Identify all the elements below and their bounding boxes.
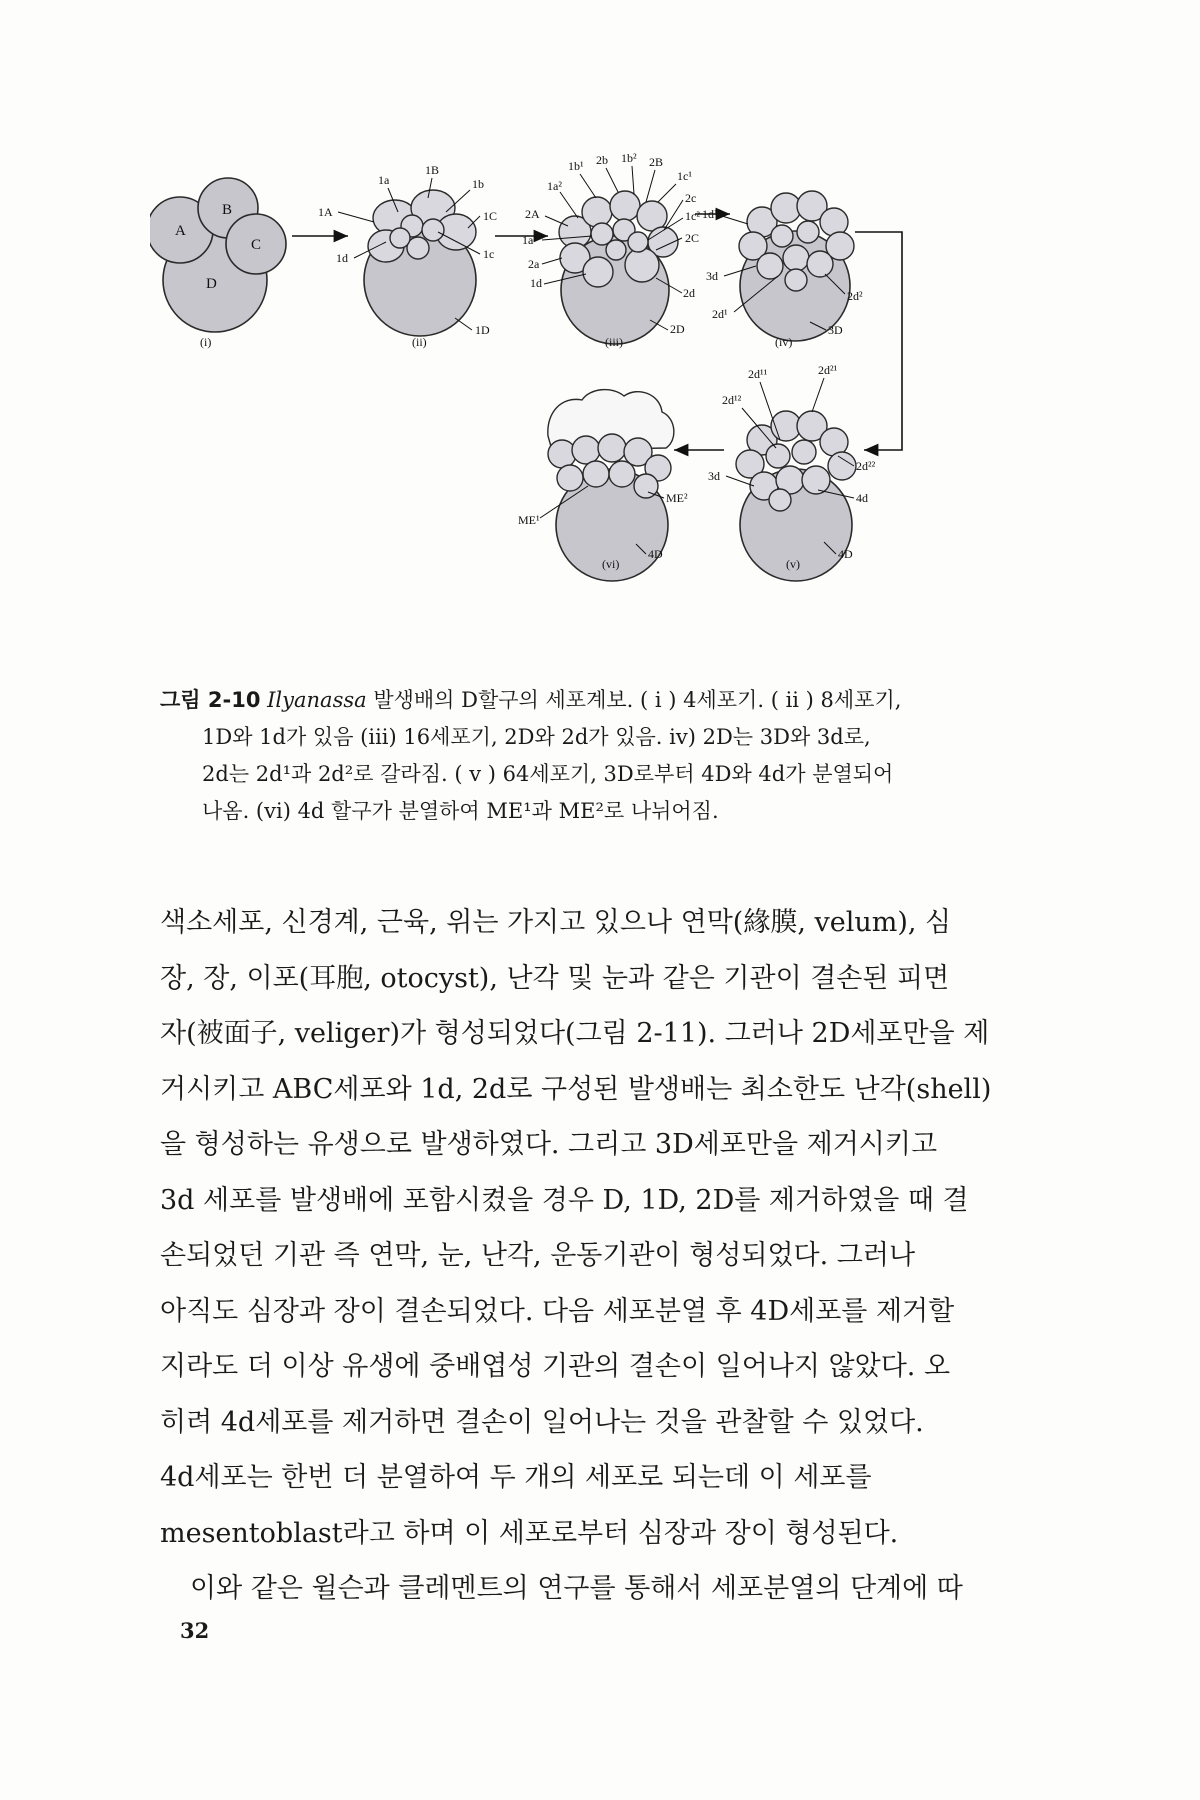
arrow-iv-v [855, 232, 902, 450]
blastomere [802, 466, 830, 494]
cell-label: 1a [378, 173, 390, 187]
cell-label: 3d [708, 469, 720, 483]
label-pointer [542, 258, 562, 264]
caption-line-2: 1D와 1d가 있음 (iii) 16세포기, 2D와 2d가 있음. iv) 2D는 3D와 3d로, [202, 725, 871, 749]
label-pointer [722, 216, 748, 224]
blastomere [757, 253, 783, 279]
body-paragraphs [160, 895, 1030, 1617]
cell-label: 1A [318, 205, 333, 219]
blastomere [390, 228, 410, 248]
blastomere [628, 232, 648, 252]
cell-label: 1c² [685, 209, 700, 223]
caption-line-3: 2d는 2d¹과 2d²로 갈라짐. ( v ) 64세포기, 3D로부터 4D와 4d가 분열되어 [202, 762, 894, 786]
cell-label: 4D [838, 547, 853, 561]
cell-label: 4d [856, 491, 868, 505]
body-line: 자(被面子, veliger)가 형성되었다(그림 2-11). 그러나 2D세포만을 제 [160, 1018, 990, 1049]
blastomere [572, 436, 600, 464]
blastomere [422, 219, 444, 241]
cell-d-label: D [206, 276, 217, 292]
stage-ii-embryo [318, 163, 497, 349]
cell-label: 2d [683, 286, 695, 300]
cell-label: 2d²¹ [818, 363, 838, 377]
cell-label: 2d¹ [712, 307, 728, 321]
body-line: 거시키고 ABC세포와 1d, 2d로 구성된 발생배는 최소한도 난각(shell) [160, 1073, 992, 1105]
label-pointer [658, 184, 676, 202]
stage-iii-embryo [522, 151, 700, 349]
cell-b-label: B [222, 202, 233, 218]
blastomere [807, 251, 833, 277]
cell-label: 1b¹ [568, 159, 584, 173]
blastomere [582, 197, 612, 227]
body-line: 히려 4d세포를 제거하면 결손이 일어나는 것을 관찰할 수 있었다. [160, 1406, 924, 1438]
blastomere [606, 240, 626, 260]
stage-vi-embryo [518, 390, 688, 581]
cell-label: 1B [425, 163, 440, 177]
cell-lineage-figure [150, 150, 1080, 670]
caption-line-1 [160, 682, 1030, 719]
stage-v-embryo [708, 363, 876, 581]
cell-label: 2C [685, 231, 700, 245]
cell-label: 2a [528, 257, 540, 271]
body-line: 을 형성하는 유생으로 발생하였다. 그리고 3D세포만을 제거시키고 [160, 1129, 938, 1160]
cell-label: 3D [828, 323, 843, 337]
body-line: 아직도 심장과 장이 결손되었다. 다음 세포분열 후 4D세포를 제거할 [160, 1295, 955, 1327]
cell-label: 2d¹¹ [748, 367, 768, 381]
body-line: 장, 장, 이포(耳胞, otocyst), 난각 및 눈과 같은 기관이 결손된 피면 [160, 962, 950, 994]
label-pointer [646, 170, 655, 202]
cell-label: 1b² [621, 151, 637, 165]
page-number: 32 [180, 1618, 210, 1643]
blastomere [583, 257, 613, 287]
blastomere [828, 452, 856, 480]
label-pointer [560, 192, 578, 218]
blastomere [771, 225, 793, 247]
cell-label: 1d [336, 251, 348, 265]
cell-label: 1C [483, 209, 498, 223]
cell-label: 2B [649, 155, 664, 169]
cell-label: 1c [483, 247, 495, 261]
blastomere [769, 489, 791, 511]
cell-label: 2d¹² [722, 393, 742, 407]
stage-label-iv: (iv) [775, 335, 793, 349]
cell-label: 2A [525, 207, 540, 221]
caption-label: 그림 2-10 [160, 688, 261, 712]
blastomere [792, 440, 816, 464]
figure-caption [160, 682, 1030, 830]
body-line: 지라도 더 이상 유생에 중배엽성 기관의 결손이 일어나지 않았다. 오 [160, 1351, 951, 1382]
blastomere [783, 245, 809, 271]
cell-label: 1a² [547, 179, 562, 193]
cell-label: 2c [685, 191, 697, 205]
cell-label: 2D [670, 322, 685, 336]
blastomere [609, 461, 635, 487]
cell-label: 1a¹ [522, 233, 537, 247]
blastomere [610, 191, 640, 221]
caption-line-1-text: 발생배의 D할구의 세포계보. ( i ) 4세포기. ( ii ) 8세포기, [366, 688, 902, 712]
blastomere [785, 269, 807, 291]
embryo-diagram [150, 150, 1080, 670]
body-line: mesentoblast라고 하며 이 세포로부터 심장과 장이 형성된다. [160, 1517, 899, 1549]
cell-label: ME² [666, 491, 688, 505]
cell-label: 1d [530, 276, 542, 290]
cell-a-label: A [175, 223, 186, 239]
cell-label: 1c¹ [677, 169, 692, 183]
body-line: 이와 같은 윌슨과 클레멘트의 연구를 통해서 세포분열의 단계에 따 [190, 1573, 963, 1604]
label-pointer [455, 318, 472, 330]
cell-label: ME¹ [518, 513, 540, 527]
label-pointer [632, 166, 634, 194]
blastomere [598, 434, 626, 462]
stage-label-vi: (vi) [602, 557, 620, 571]
stage-label-iii: (iii) [605, 335, 623, 349]
blastomere [797, 221, 819, 243]
blastomere [548, 440, 576, 468]
caption-species: Ilyanassa [267, 688, 367, 712]
cell-label: 1b [472, 177, 484, 191]
cell-c-label: C [251, 237, 262, 253]
cell-label: 1d¹ [702, 207, 718, 221]
cell-label: 2d²² [856, 459, 876, 473]
cell-label: 2b [596, 153, 608, 167]
stage-i-embryo [150, 178, 286, 349]
body-line: 4d세포는 한번 더 분열하여 두 개의 세포로 되는데 이 세포를 [160, 1462, 872, 1493]
cell-label: 3d [706, 269, 718, 283]
blastomere [557, 465, 583, 491]
body-line: 손되었던 기관 즉 연막, 눈, 난각, 운동기관이 형성되었다. 그러나 [160, 1240, 916, 1271]
body-line: 3d 세포를 발생배에 포함시켰을 경우 D, 1D, 2D를 제거하였을 때 결 [160, 1184, 969, 1216]
label-pointer [338, 212, 374, 222]
blastomere [766, 444, 790, 468]
stage-label-v: (v) [786, 557, 800, 571]
blastomere [625, 248, 659, 282]
body-line: 색소세포, 신경계, 근육, 위는 가지고 있으나 연막(緣膜, velum), 심 [160, 907, 952, 938]
label-pointer [580, 174, 596, 198]
cell-label: 1D [475, 323, 490, 337]
stage-label-ii: (ii) [412, 335, 427, 349]
cell-label: 2d² [847, 289, 863, 303]
caption-line-4: 나옴. (vi) 4d 할구가 분열하여 ME¹과 ME²로 나뉘어짐. [202, 799, 719, 823]
stage-label-i: (i) [200, 335, 212, 349]
label-pointer [812, 378, 824, 412]
cell-label: 4D [648, 547, 663, 561]
blastomere [583, 461, 609, 487]
label-pointer [606, 168, 618, 192]
